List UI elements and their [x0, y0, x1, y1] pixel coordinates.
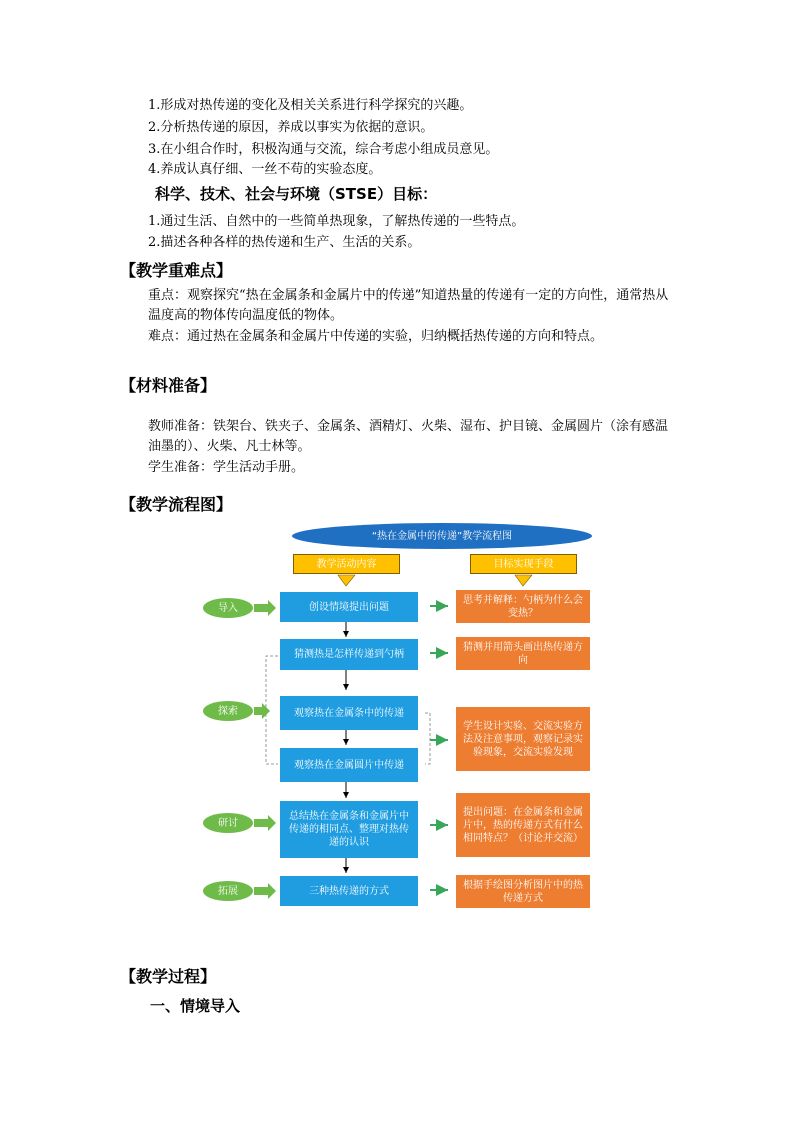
means-box-3: 学生设计实验、交流实验方法及注意事项，观察记录实验现象，交流实验发现 — [456, 707, 590, 771]
activity-box-4: 观察热在金属圆片中传递 — [280, 748, 418, 782]
materials-teacher-text: 教师准备：铁架台、铁夹子、金属条、酒精灯、火柴、湿布、护目镜、金属圆片（涂有感温油墨的）、火柴、凡士林等。 — [148, 419, 669, 454]
materials-student-text: 学生准备：学生活动手册。 — [148, 460, 305, 475]
process-section-1: 一、情境导入 — [150, 997, 241, 1015]
stse-line-2: 2.描述各种各样的热传递和生产、生活的关系。 — [148, 235, 421, 250]
activity-box-3: 观察热在金属条中的传递 — [280, 696, 418, 730]
key-points-heading: 【教学重难点】 — [120, 261, 233, 280]
means-box-1: 思考并解释：勺柄为什么会变热？ — [456, 590, 590, 623]
materials-heading: 【材料准备】 — [120, 376, 217, 395]
col-header-activities: 教学活动内容 — [293, 554, 400, 574]
flowchart-title: “热在金属中的传递”教学流程图 — [292, 523, 592, 549]
process-heading: 【教学过程】 — [120, 967, 217, 986]
activity-box-5: 总结热在金属条和金属片中传递的相同点、整理对热传递的认识 — [280, 801, 418, 858]
col-header-means: 目标实现手段 — [470, 554, 577, 574]
means-box-5: 根据手绘图分析图片中的热传递方式 — [456, 875, 590, 908]
means-box-2: 猜测并用箭头画出热传递方向 — [456, 637, 590, 670]
stage-label-intro: 导入 — [203, 598, 253, 618]
stage-label-extend: 拓展 — [203, 881, 253, 901]
goal-line-1: 1.形成对热传递的变化及相关关系进行科学探究的兴趣。 — [148, 98, 473, 113]
key-focus-text: 重点：观察探究“热在金属条和金属片中的传递”知道热量的传递有一定的方向性，通常热从温度高的物体传向温度低的物体。 — [148, 288, 669, 323]
activity-box-2: 猜测热是怎样传递到勺柄 — [280, 639, 418, 670]
means-box-4: 提出问题：在金属条和金属片中，热的传递方式有什么相同特点？（讨论并交流） — [456, 793, 590, 857]
stage-label-discuss: 研讨 — [203, 813, 253, 833]
activity-box-1: 创设情境提出问题 — [280, 592, 418, 622]
flowchart-heading: 【教学流程图】 — [120, 495, 233, 514]
stse-title: 科学、技术、社会与环境（STSE）目标： — [155, 185, 438, 203]
key-difficulty-text: 难点：通过热在金属条和金属片中传递的实验，归纳概括热传递的方向和特点。 — [148, 329, 604, 344]
stage-label-explore: 探索 — [203, 701, 253, 721]
goal-line-4: 4.养成认真仔细、一丝不苟的实验态度。 — [148, 162, 382, 177]
stse-line-1: 1.通过生活、自然中的一些简单热现象，了解热传递的一些特点。 — [148, 214, 525, 229]
activity-box-6: 三种热传递的方式 — [280, 876, 418, 906]
goal-line-3: 3.在小组合作时，积极沟通与交流，综合考虑小组成员意见。 — [148, 142, 499, 157]
goal-line-2: 2.分析热传递的原因，养成以事实为依据的意识。 — [148, 120, 434, 135]
